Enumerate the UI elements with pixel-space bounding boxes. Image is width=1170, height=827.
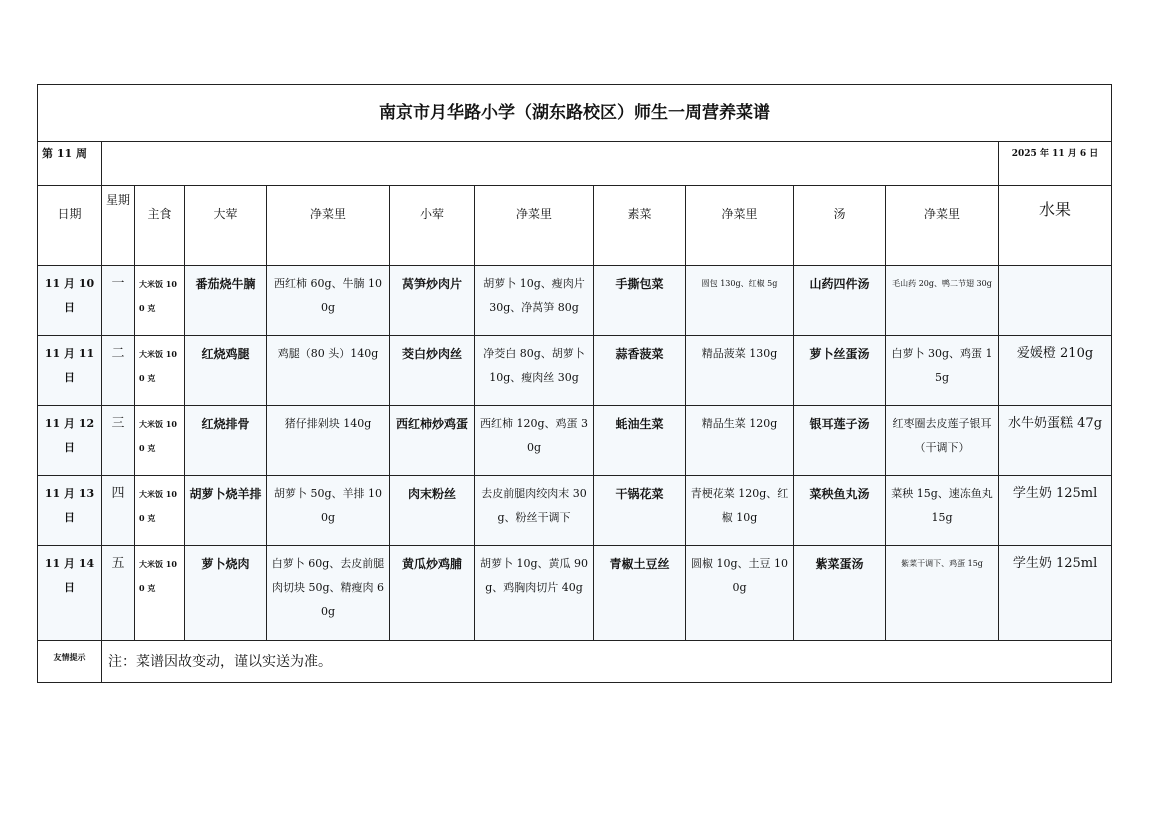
cell-fruit: 水牛奶蛋糕 47g — [999, 406, 1112, 476]
cell-fruit: 学生奶 125ml — [999, 476, 1112, 546]
cell-date: 11 月 10 日 — [38, 266, 102, 336]
note-row — [38, 641, 1112, 683]
header-weekday: 星期 — [102, 186, 135, 266]
cell-veg-dish: 蚝油生菜 — [594, 406, 686, 476]
cell-side-dish: 茭白炒肉丝 — [390, 336, 475, 406]
cell-side-amount: 去皮前腿肉绞肉末 30g、粉丝干调下 — [475, 476, 594, 546]
cell-side-dish: 西红柿炒鸡蛋 — [390, 406, 475, 476]
cell-weekday: 一 — [102, 266, 135, 336]
cell-main-dish: 红烧鸡腿 — [185, 336, 267, 406]
header-soup: 汤 — [794, 186, 886, 266]
header-side-amount: 净菜里 — [475, 186, 594, 266]
header-date: 日期 — [38, 186, 102, 266]
cell-main-dish: 胡萝卜烧羊排 — [185, 476, 267, 546]
note-label: 友情提示 — [38, 641, 102, 683]
cell-weekday: 四 — [102, 476, 135, 546]
menu-sheet — [37, 84, 1111, 683]
table-row — [38, 476, 1112, 546]
cell-date: 11 月 14 日 — [38, 546, 102, 641]
cell-veg-amount: 圆椒 10g、土豆 100g — [686, 546, 794, 641]
cell-weekday: 二 — [102, 336, 135, 406]
header-main-amount: 净菜里 — [267, 186, 390, 266]
issue-date: 2025 年 11 月 6 日 — [999, 142, 1112, 186]
week-label: 第 11 周 — [38, 142, 102, 186]
table-row — [38, 406, 1112, 476]
table-row — [38, 336, 1112, 406]
cell-main-amount: 胡萝卜 50g、羊排 100g — [267, 476, 390, 546]
cell-veg-dish: 青椒土豆丝 — [594, 546, 686, 641]
cell-main-amount: 鸡腿（80 头）140g — [267, 336, 390, 406]
header-main-dish: 大荤 — [185, 186, 267, 266]
cell-staple: 大米饭 100 克 — [135, 266, 185, 336]
cell-staple: 大米饭 100 克 — [135, 476, 185, 546]
header-side-dish: 小荤 — [390, 186, 475, 266]
cell-soup: 萝卜丝蛋汤 — [794, 336, 886, 406]
cell-staple: 大米饭 100 克 — [135, 336, 185, 406]
cell-date: 11 月 13 日 — [38, 476, 102, 546]
page-title: 南京市月华路小学（湖东路校区）师生一周营养菜谱 — [38, 85, 1112, 142]
cell-weekday: 三 — [102, 406, 135, 476]
cell-fruit: 爱媛橙 210g — [999, 336, 1112, 406]
cell-veg-amount: 青梗花菜 120g、红椒 10g — [686, 476, 794, 546]
menu-table — [37, 84, 1112, 683]
cell-soup: 菜秧鱼丸汤 — [794, 476, 886, 546]
cell-main-dish: 番茄烧牛腩 — [185, 266, 267, 336]
header-fruit: 水果 — [999, 186, 1112, 266]
cell-side-dish: 肉末粉丝 — [390, 476, 475, 546]
header-soup-amount: 净菜里 — [886, 186, 999, 266]
cell-date: 11 月 11 日 — [38, 336, 102, 406]
cell-veg-amount: 精品生菜 120g — [686, 406, 794, 476]
cell-veg-dish: 干锅花菜 — [594, 476, 686, 546]
cell-side-amount: 西红柿 120g、鸡蛋 30g — [475, 406, 594, 476]
cell-veg-amount: 圆包 130g、红椒 5g — [686, 266, 794, 336]
cell-veg-dish: 蒜香菠菜 — [594, 336, 686, 406]
cell-staple: 大米饭 100 克 — [135, 546, 185, 641]
table-row — [38, 546, 1112, 641]
cell-date: 11 月 12 日 — [38, 406, 102, 476]
cell-main-amount: 西红柿 60g、牛腩 100g — [267, 266, 390, 336]
cell-fruit — [999, 266, 1112, 336]
table-row — [38, 266, 1112, 336]
cell-side-amount: 胡萝卜 10g、瘦肉片 30g、净莴笋 80g — [475, 266, 594, 336]
cell-veg-dish: 手撕包菜 — [594, 266, 686, 336]
cell-side-amount: 净茭白 80g、胡萝卜 10g、瘦肉丝 30g — [475, 336, 594, 406]
cell-veg-amount: 精品菠菜 130g — [686, 336, 794, 406]
cell-soup: 紫菜蛋汤 — [794, 546, 886, 641]
header-staple: 主食 — [135, 186, 185, 266]
cell-soup-amount: 紫菜干调下、鸡蛋 15g — [886, 546, 999, 641]
note-text: 注：菜谱因故变动，谨以实送为准。 — [102, 641, 1112, 683]
cell-soup: 山药四件汤 — [794, 266, 886, 336]
cell-soup-amount: 菜秧 15g、速冻鱼丸 15g — [886, 476, 999, 546]
week-blank — [102, 142, 999, 186]
cell-side-dish: 莴笋炒肉片 — [390, 266, 475, 336]
cell-main-amount: 猪仔排剁块 140g — [267, 406, 390, 476]
header-veg-amount: 净菜里 — [686, 186, 794, 266]
header-veg-dish: 素菜 — [594, 186, 686, 266]
cell-soup-amount: 白萝卜 30g、鸡蛋 15g — [886, 336, 999, 406]
cell-fruit: 学生奶 125ml — [999, 546, 1112, 641]
cell-side-amount: 胡萝卜 10g、黄瓜 90g、鸡胸肉切片 40g — [475, 546, 594, 641]
cell-main-dish: 红烧排骨 — [185, 406, 267, 476]
cell-soup-amount: 毛山药 20g、鸭二节翅 30g — [886, 266, 999, 336]
cell-staple: 大米饭 100 克 — [135, 406, 185, 476]
cell-soup-amount: 红枣圈去皮莲子银耳（干调下） — [886, 406, 999, 476]
cell-side-dish: 黄瓜炒鸡脯 — [390, 546, 475, 641]
header-row — [38, 186, 1112, 266]
cell-main-amount: 白萝卜 60g、去皮前腿肉切块 50g、精瘦肉 60g — [267, 546, 390, 641]
cell-main-dish: 萝卜烧肉 — [185, 546, 267, 641]
cell-soup: 银耳莲子汤 — [794, 406, 886, 476]
cell-weekday: 五 — [102, 546, 135, 641]
